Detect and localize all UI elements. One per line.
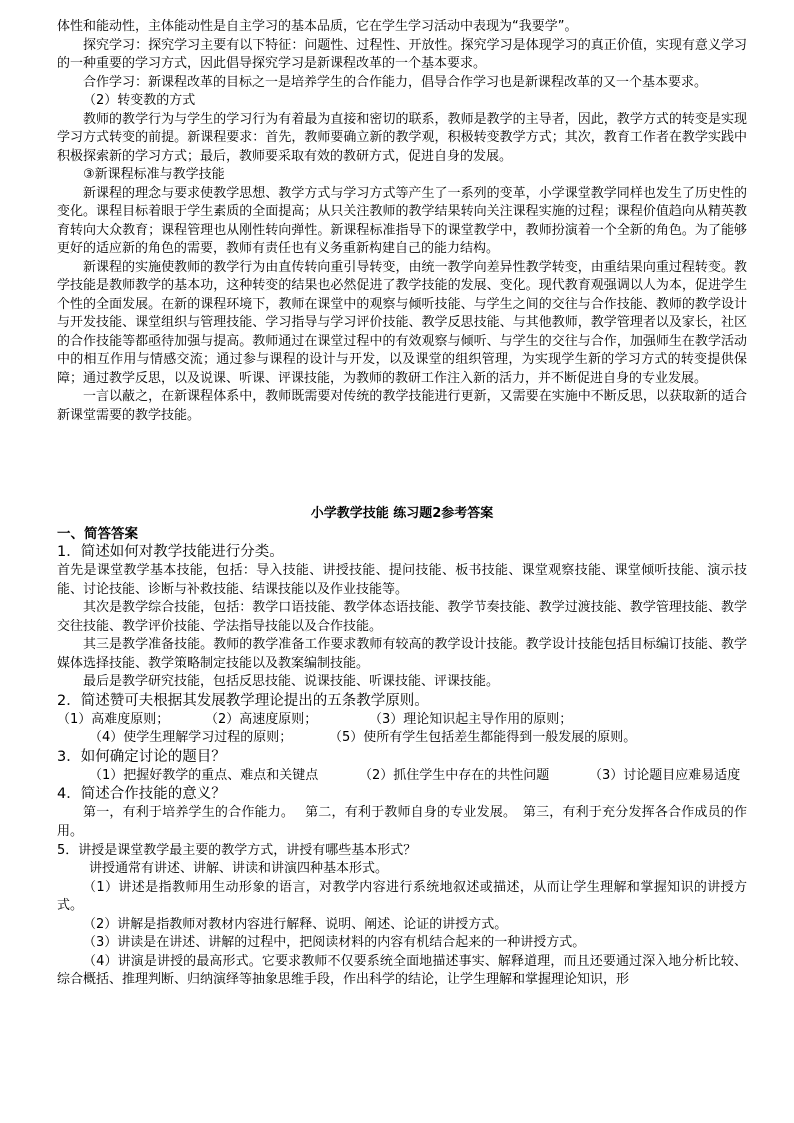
paragraph: 教师的教学行为与学生的学习行为有着最为直接和密切的联系，教师是教学的主导者，因此，教学方式的转变是实现学习方式转变的前提。新课程要求：首先，教师要确立新的教学观，积极转变教学方式；其次，教育工作者在教学实践中积极探索新的学习方式；最后，教师要采取有效的教研方式，促进自身的发展。 xyxy=(57,111,747,164)
question-2: 2．简述赞可夫根据其发展教学理论提出的五条教学原则。 xyxy=(57,692,429,709)
answer-1-paragraph: 其三是教学准备技能。教师的教学准备工作要求教师有较高的教学设计技能。教学设计技能包括目标编订技能、教学媒体选择技能、教学策略制定技能以及教案编制技能。 xyxy=(57,637,747,671)
answer-1-paragraph: 其次是教学综合技能，包括：教学口语技能、教学体态语技能、教学节奏技能、教学过渡技能、教学管理技能、教学交往技能、教学评价技能、学法指导技能以及合作技能。 xyxy=(57,600,747,634)
subheading-curriculum-standard: ③新课程标准与教学技能 xyxy=(83,167,225,182)
paragraph-cooperative-learning: 合作学习：新课程改革的目标之一是培养学生的合作能力，倡导合作学习也是新课程改革的又一个基本要求。 xyxy=(83,74,708,90)
answer-5-item: （4）讲演是讲授的最高形式。它要求教师不仅要系统全面地描述事实、解释道理，而且还要通过深入地分析比较、综合概括、推理判断、归纳演绎等抽象思维手段，作出科学的结论，让学生理解和掌握理论知识，形 xyxy=(57,953,747,987)
document-page xyxy=(57,18,747,990)
question-3: 3．如何确定讨论的题目？ xyxy=(57,748,226,765)
answer-title: 小学教学技能 练习题2参考答案 xyxy=(310,506,494,521)
paragraph: 体性和能动性，主体能动性是自主学习的基本品质，它在学生学习活动中表现为“我要学”。 xyxy=(57,19,578,34)
answer-5-item: （2）讲解是指教师对教材内容进行解释、说明、阐述、论证的讲授方式。 xyxy=(83,916,508,932)
answer-1-paragraph: 最后是教学研究技能，包括反思技能、说课技能、听课技能、评课技能。 xyxy=(83,674,500,689)
question-1: 1．简述如何对教学技能进行分类。 xyxy=(57,544,284,560)
principle-item: （3）理论知识起主导作用的原则； xyxy=(369,711,573,727)
answer-5-item: （1）讲述是指教师用生动形象的语言，对教学内容进行系统地叙述或描述，从而让学生理解和掌握知识的讲授方式。 xyxy=(57,879,747,913)
topic-item: （1）把握好教学的重点、难点和关键点 xyxy=(89,767,319,783)
paragraph: 新课程的理念与要求使教学思想、教学方式与学习方式等产生了一系列的变革，小学课堂教学同样也发生了历史性的变化。课程目标着眼于学生素质的全面提高；从只关注教师的教学结果转向关注课程实施的过程；课程价值趋向从精英教育转向大众教育；课程管理也从刚性转向弹性。新课程标准指导下的课堂教学中，教师扮演着一个全新的角色。为了能够更好的适应新的角色的需要，教师有责任也有义务重新构建自己的能力结构。 xyxy=(57,185,747,256)
principle-item: （2）高速度原则； xyxy=(205,711,318,727)
paragraph: 新课程的实施使教师的教学行为由直传转向重引导转变，由统一教学向差异性教学转变，由重结果向重过程转变。教学技能是教师教学的基本功，这种转变的结果也必然促进了教学技能的发展、变化。现代教育观强调以人为本，促进学生个性的全面发展。在新的课程环境下，教师在课堂中的观察与倾听技能、与学生之间的交往与合作技能、教师的教学设计与开发技能、课堂组织与管理技能、学习指导与学习评价技能、教学反思技能、与其他教师，教学管理者以及家长，社区的合作技能等都亟待加强与提高。教师通过在课堂过程中的有效观察与倾听、与学生的交往与合作，加强师生在教学活动中的相互作用与情感交流；通过参与课程的设计与开发，以及课堂的组织管理，为实现学生新的学习方式的转变提供保障；通过教学反思，以及说课、听课、评课技能，为教师的教研工作注入新的活力，并不断促进自身的专业发展。 xyxy=(57,259,747,386)
topic-item: （3）讨论题目应难易适度 xyxy=(589,767,741,783)
subheading-teaching-method: （2）转变教的方式 xyxy=(83,93,196,108)
answer-1-paragraph: 首先是课堂教学基本技能，包括：导入技能、讲授技能、提问技能、板书技能、课堂观察技能、课堂倾听技能、演示技能、讨论技能、诊断与补救技能、结课技能以及作业技能等。 xyxy=(57,563,747,597)
topic-item: （2）抓住学生中存在的共性问题 xyxy=(359,767,550,783)
answer-2-row xyxy=(57,711,747,730)
principle-item: （1）高难度原则； xyxy=(57,711,170,727)
answer-4: 第一，有利于培养学生的合作能力。 第二，有利于教师自身的专业发展。 第三，有利于充分发挥各合作成员的作用。 xyxy=(57,805,747,839)
principle-item: （4）使学生理解学习过程的原则； xyxy=(89,730,293,745)
paragraph-conclusion: 一言以蔽之，在新课程体系中，教师既需要对传统的教学技能进行更新，又需要在实施中不断反思，以获取新的适合新课堂需要的教学技能。 xyxy=(57,389,747,423)
answer-2-row xyxy=(57,729,747,748)
question-4: 4．简述合作技能的意义？ xyxy=(57,786,226,802)
principle-item: （5）使所有学生包括差生都能得到一般发展的原则。 xyxy=(329,730,637,745)
question-5: 5．讲授是课堂教学最主要的教学方式，讲授有哪些基本形式？ xyxy=(57,843,417,858)
answer-5-item: （3）讲读是在讲述、讲解的过程中，把阅读材料的内容有机结合起来的一种讲授方式。 xyxy=(83,935,586,950)
paragraph-inquiry-learning: 探究学习：探究学习主要有以下特征：问题性、过程性、开放性。探究学习是体现学习的真正价值，实现有意义学习的一种重要的学习方式，因此倡导探究学习是新课程改革的一个基本要求。 xyxy=(57,37,747,71)
answer-5-intro: 讲授通常有讲述、讲解、讲读和讲演四种基本形式。 xyxy=(89,861,389,876)
answer-3-row xyxy=(57,767,747,786)
section-heading: 一、简答答案 xyxy=(57,526,138,542)
spacer xyxy=(57,425,747,505)
